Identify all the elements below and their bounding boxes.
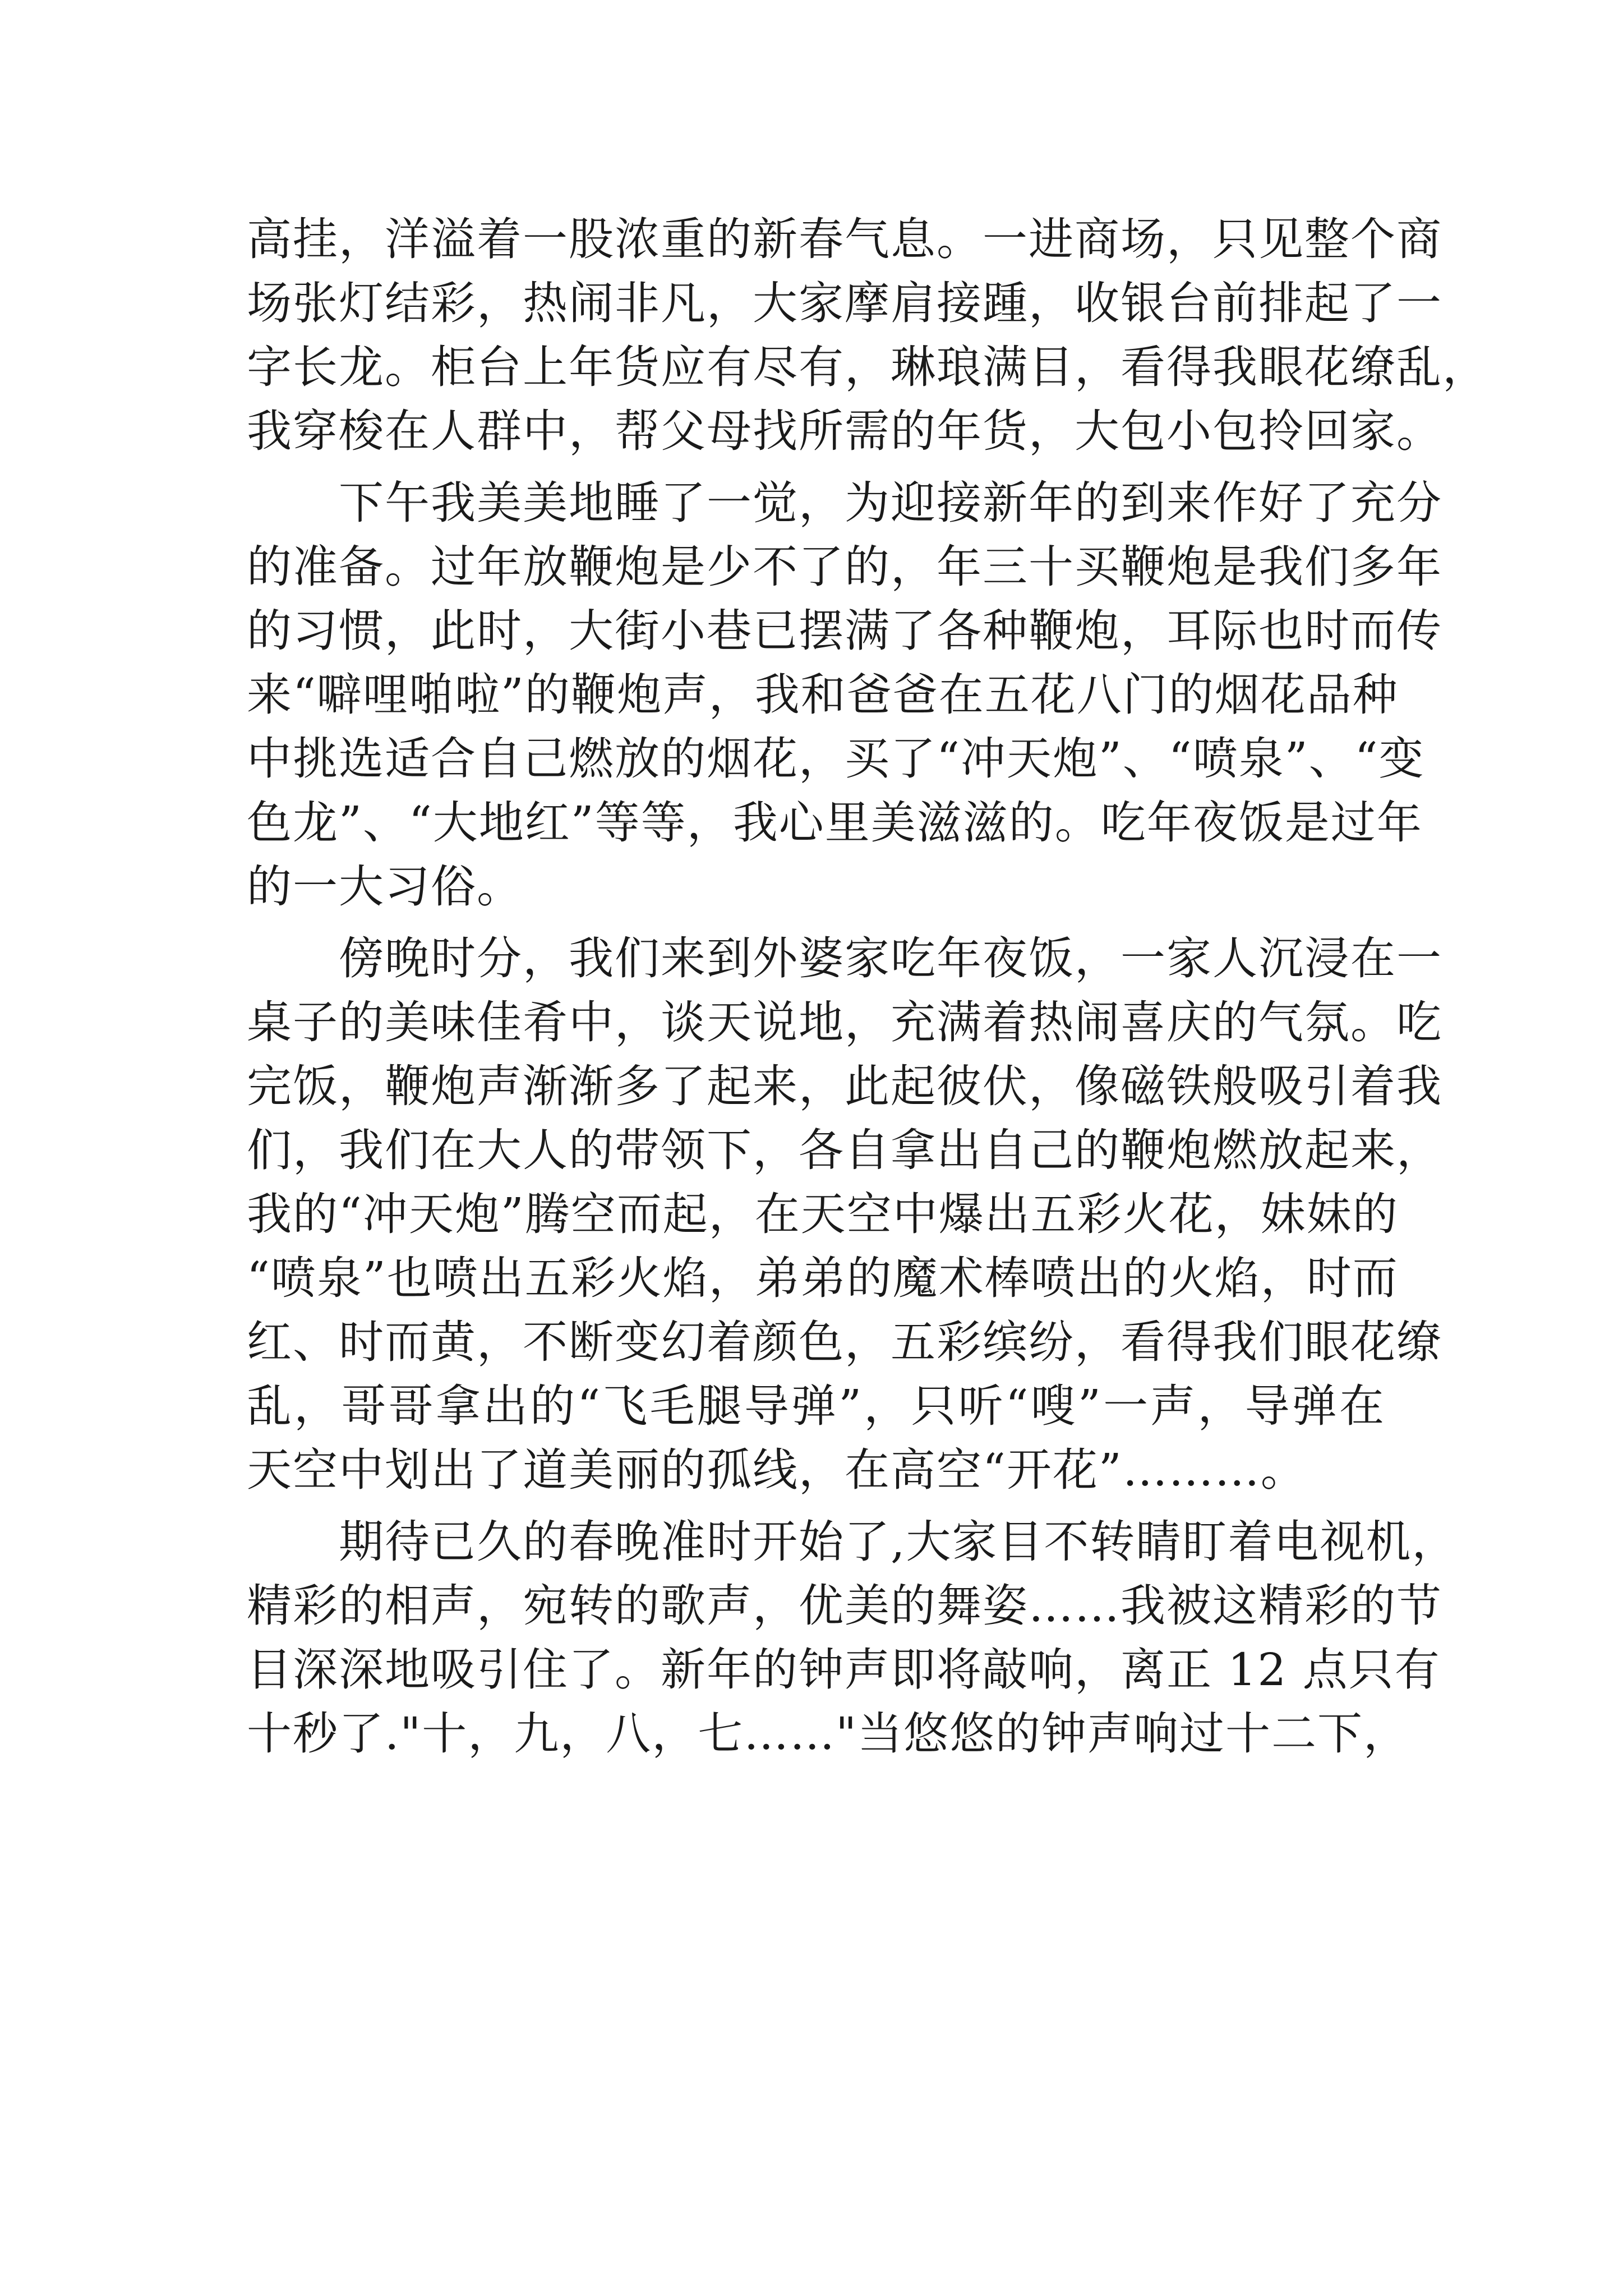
text-line: 傍晚时分，我们来到外婆家吃年夜饭，一家人沉浸在一 xyxy=(339,932,1442,984)
text-line: “喷泉”也喷出五彩火焰，弟弟的魔术棒喷出的火焰，时而 xyxy=(247,1252,1399,1304)
text-line: 来“噼哩啪啦”的鞭炮声，我和爸爸在五花八门的烟花品种 xyxy=(247,669,1399,721)
text-line: 下午我美美地睡了一觉，为迎接新年的到来作好了充分 xyxy=(339,477,1442,529)
text-line: 乱，哥哥拿出的“飞毛腿导弹”，只听“嗖”一声，导弹在 xyxy=(247,1380,1385,1432)
text-line: 我的“冲天炮”腾空而起，在天空中爆出五彩火花，妹妹的 xyxy=(247,1188,1399,1240)
paragraph-2 xyxy=(247,471,1442,919)
text-line: 完饭，鞭炮声渐渐多了起来，此起彼伏，像磁铁般吸引着我 xyxy=(247,1060,1442,1112)
text-line: 我穿梭在人群中，帮父母找所需的年货，大包小包拎回家。 xyxy=(247,405,1442,457)
text-line: 高挂，洋溢着一股浓重的新春气息。一进商场，只见整个商 xyxy=(247,213,1442,265)
text-line: 中挑选适合自己燃放的烟花，买了“冲天炮”、“喷泉”、“变 xyxy=(247,733,1425,785)
text-line: 色龙”、“大地红”等等，我心里美滋滋的。吃年夜饭是过年 xyxy=(247,797,1423,849)
paragraph-1 xyxy=(247,208,1488,463)
text-line: 目深深地吸引住了。新年的钟声即将敲响，离正 12 点只有 xyxy=(247,1644,1441,1696)
text-line: 场张灯结彩，热闹非凡，大家摩肩接踵，收银台前排起了一 xyxy=(247,277,1442,329)
text-line: 红、时而黄，不断变幻着颜色，五彩缤纷，看得我们眼花缭 xyxy=(247,1316,1442,1368)
paragraph-3 xyxy=(247,927,1442,1502)
text-line: 桌子的美味佳肴中，谈天说地，充满着热闹喜庆的气氛。吃 xyxy=(247,996,1442,1048)
text-line: 字长龙。柜台上年货应有尽有，琳琅满目，看得我眼花缭乱， xyxy=(247,341,1488,393)
text-line: 们，我们在大人的带领下，各自拿出自己的鞭炮燃放起来， xyxy=(247,1124,1442,1176)
text-line: 精彩的相声，宛转的歌声，优美的舞姿……我被这精彩的节 xyxy=(247,1580,1442,1632)
text-line: 的习惯，此时，大街小巷已摆满了各种鞭炮，耳际也时而传 xyxy=(247,605,1442,657)
paragraph-4 xyxy=(247,1510,1458,1766)
text-line: 期待已久的春晚准时开始了,大家目不转睛盯着电视机， xyxy=(339,1516,1458,1568)
text-line: 天空中划出了道美丽的孤线，在高空“开花”………。 xyxy=(247,1444,1307,1496)
text-line: 十秒了."十，九，八，七……"当悠悠的钟声响过十二下， xyxy=(247,1708,1410,1760)
text-line: 的一大习俗。 xyxy=(247,861,523,913)
document-body xyxy=(247,208,1488,1766)
text-line: 的准备。过年放鞭炮是少不了的，年三十买鞭炮是我们多年 xyxy=(247,541,1442,593)
